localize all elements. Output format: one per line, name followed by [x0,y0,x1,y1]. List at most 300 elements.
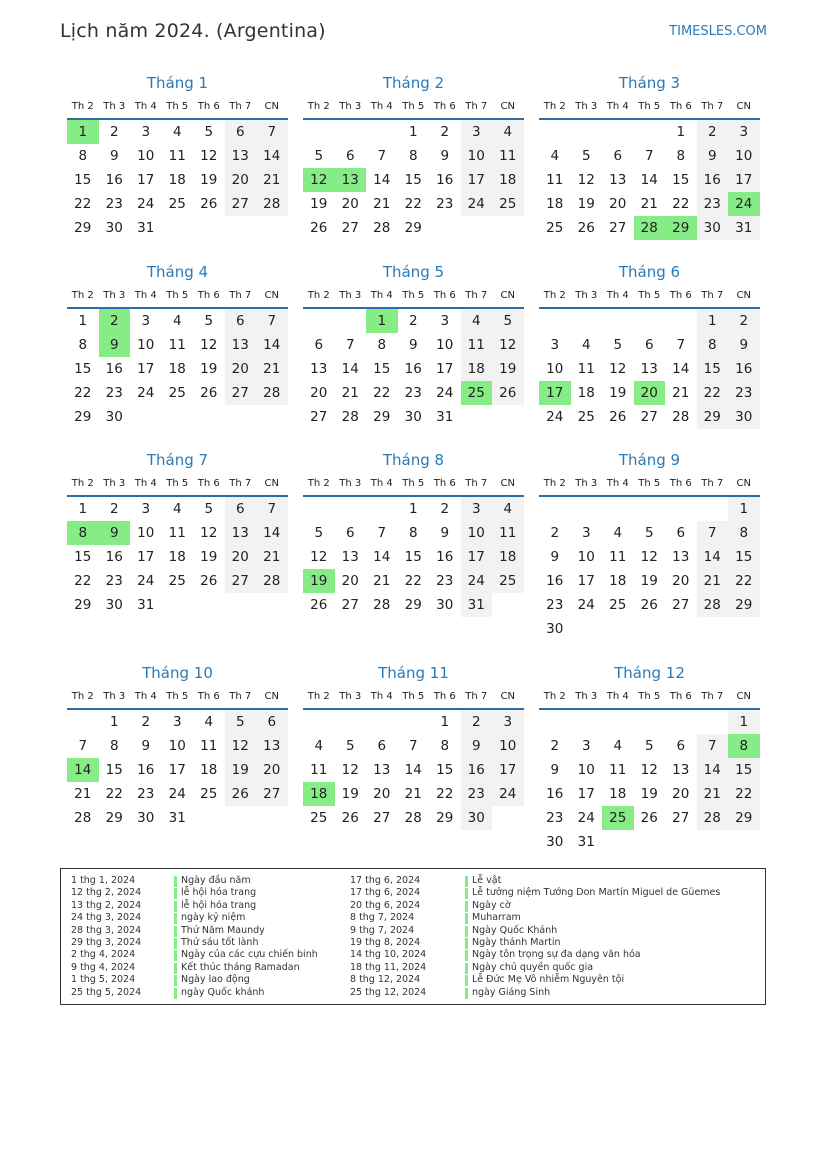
weekday-label: Th 4 [134,478,157,489]
day-cell: 30 [436,597,454,613]
weekday-label: Th 7 [229,101,252,112]
weekend-day-cell: 11 [492,144,524,168]
day-cell: 5 [314,148,324,164]
day-cell: 19 [341,786,359,802]
weekday-label: Th 7 [465,691,488,702]
day-cell: 25 [577,409,595,425]
day-cell: 22 [404,196,422,212]
day-cell: 10 [577,762,595,778]
day-cell: 15 [672,172,690,188]
day-cell: 25 [310,810,328,826]
holiday-day-cell: 25 [461,381,493,405]
day-cell: 11 [577,361,595,377]
day-cell: 27 [373,810,391,826]
day-cell: 13 [609,172,627,188]
weekend-day-cell: 20 [225,545,257,569]
empty-cell [303,710,335,734]
day-grid [303,710,524,830]
holiday-day-cell: 9 [99,521,131,545]
day-cell: 10 [577,549,595,565]
day-cell: 6 [377,738,387,754]
day-cell: 24 [137,573,155,589]
weekend-day-cell: 31 [728,216,760,240]
day-cell: 24 [436,385,454,401]
day-cell: 25 [609,597,627,613]
day-cell: 27 [609,220,627,236]
weekday-label: Th 5 [166,101,189,112]
day-cell: 26 [577,220,595,236]
day-cell: 24 [546,409,564,425]
day-cell: 30 [546,621,564,637]
legend-holiday-name: Ngày đầu năm [181,875,251,886]
weekend-day-cell: 26 [492,381,524,405]
day-cell: 18 [168,361,186,377]
day-cell: 22 [74,385,92,401]
day-cell: 29 [404,220,422,236]
day-cell: 30 [105,597,123,613]
day-cell: 9 [550,549,560,565]
holiday-color-marker [465,963,468,974]
weekend-day-cell: 4 [461,309,493,333]
day-cell: 5 [204,124,214,140]
day-cell: 22 [404,573,422,589]
weekday-label: Th 2 [71,290,94,301]
empty-cell [571,497,603,521]
weekend-day-cell: 16 [728,357,760,381]
day-cell: 29 [404,597,422,613]
day-cell: 21 [404,786,422,802]
day-cell: 31 [168,810,186,826]
weekend-day-cell: 3 [492,710,524,734]
weekday-label: Th 2 [307,290,330,301]
day-cell: 3 [550,337,560,353]
day-cell: 14 [672,361,690,377]
legend-holiday-name: Ngày cờ [472,899,511,911]
legend-holiday-name: ngày Quốc khánh [181,986,265,998]
weekday-label: Th 5 [638,691,661,702]
day-cell: 1 [676,124,686,140]
day-cell: 10 [436,337,454,353]
weekend-day-cell: 18 [461,357,493,381]
legend-holiday-name: Muharram [472,912,521,924]
weekend-day-cell: 21 [256,357,288,381]
weekend-day-cell: 23 [728,381,760,405]
day-grid [539,710,760,854]
day-cell: 24 [137,196,155,212]
day-cell: 10 [137,337,155,353]
weekend-day-cell: 17 [492,758,524,782]
weekday-header [67,473,288,497]
weekday-label: Th 2 [307,101,330,112]
holiday-day-cell: 17 [539,381,571,405]
legend-holiday-name: Ngày lao động [181,974,250,986]
holiday-day-cell: 25 [602,806,634,830]
weekday-label: Th 7 [701,478,724,489]
weekend-day-cell: 23 [461,782,493,806]
legend-date: 2 thg 4, 2024 [71,949,136,961]
day-cell: 17 [137,172,155,188]
day-cell: 11 [200,738,218,754]
day-cell: 25 [168,385,186,401]
day-cell: 23 [436,196,454,212]
day-cell: 22 [436,786,454,802]
day-cell: 30 [546,834,564,850]
day-cell: 6 [345,148,355,164]
day-cell: 5 [204,501,214,517]
day-cell: 19 [640,573,658,589]
day-cell: 19 [200,361,218,377]
day-cell: 23 [105,573,123,589]
weekend-day-cell: 19 [225,758,257,782]
weekday-label: Th 4 [370,478,393,489]
weekend-day-cell: 10 [461,521,493,545]
weekend-day-cell: 14 [697,758,729,782]
weekday-label: Th 3 [103,290,126,301]
day-cell: 23 [105,385,123,401]
day-cell: 16 [404,361,422,377]
weekday-label: Th 3 [339,101,362,112]
weekday-header [539,473,760,497]
day-cell: 15 [373,361,391,377]
weekday-label: Th 4 [134,290,157,301]
legend-entry [350,974,760,986]
day-cell: 26 [200,196,218,212]
empty-cell [366,497,398,521]
day-cell: 24 [577,810,595,826]
weekend-day-cell: 28 [697,593,729,617]
day-cell: 4 [172,124,182,140]
day-cell: 20 [341,196,359,212]
day-cell: 29 [373,409,391,425]
day-cell: 13 [672,762,690,778]
weekend-day-cell: 26 [225,782,257,806]
weekday-label: Th 6 [433,290,456,301]
day-cell: 12 [200,337,218,353]
day-cell: 19 [609,385,627,401]
weekend-day-cell: 4 [492,497,524,521]
weekend-day-cell: 12 [492,333,524,357]
weekend-day-cell: 1 [697,309,729,333]
weekday-label: CN [500,691,515,702]
day-cell: 14 [341,361,359,377]
legend-entry [350,937,760,949]
day-cell: 7 [345,337,355,353]
month-block [539,261,760,429]
weekend-day-cell: 9 [728,333,760,357]
day-cell: 25 [168,196,186,212]
day-cell: 23 [436,573,454,589]
legend-date: 1 thg 5, 2024 [71,974,136,986]
empty-cell [539,710,571,734]
day-cell: 17 [577,573,595,589]
weekday-label: CN [500,290,515,301]
day-cell: 24 [137,385,155,401]
day-cell: 7 [644,148,654,164]
day-cell: 15 [105,762,123,778]
day-cell: 5 [644,738,654,754]
legend-date: 17 thg 6, 2024 [350,887,421,899]
holiday-color-marker [174,938,177,949]
holiday-color-marker [174,876,177,887]
day-cell: 22 [74,196,92,212]
weekday-label: Th 4 [370,290,393,301]
day-cell: 29 [74,220,92,236]
weekday-header [539,96,760,120]
day-cell: 31 [137,220,155,236]
weekend-day-cell: 20 [225,357,257,381]
day-cell: 17 [137,361,155,377]
weekday-label: Th 2 [543,101,566,112]
weekend-day-cell: 15 [728,758,760,782]
day-cell: 3 [172,714,182,730]
day-cell: 30 [105,409,123,425]
weekend-day-cell: 9 [697,144,729,168]
legend-date: 25 thg 12, 2024 [350,986,427,998]
legend-date: 1 thg 1, 2024 [71,875,136,886]
month-block [303,261,524,429]
day-cell: 1 [408,501,418,517]
weekend-day-cell: 15 [697,357,729,381]
month-block [303,662,524,830]
day-cell: 3 [581,738,591,754]
empty-cell [571,309,603,333]
holiday-day-cell: 8 [728,734,760,758]
day-cell: 20 [672,786,690,802]
day-cell: 14 [373,172,391,188]
empty-cell [303,120,335,144]
legend-holiday-name: Ngày thánh Martin [472,936,561,948]
day-cell: 29 [436,810,454,826]
legend-entry [350,962,760,974]
month-block [67,662,288,830]
weekend-day-cell: 7 [256,120,288,144]
weekday-label: Th 7 [701,290,724,301]
weekend-day-cell: 23 [697,192,729,216]
day-cell: 9 [440,148,450,164]
day-cell: 14 [404,762,422,778]
day-cell: 16 [436,549,454,565]
holiday-day-cell: 24 [728,192,760,216]
day-grid [539,309,760,429]
weekend-day-cell: 6 [256,710,288,734]
day-cell: 2 [141,714,151,730]
day-cell: 26 [200,385,218,401]
day-cell: 11 [168,525,186,541]
weekday-label: Th 5 [166,478,189,489]
day-grid [67,497,288,617]
weekend-day-cell: 16 [461,758,493,782]
day-cell: 6 [613,148,623,164]
page-title: Lịch năm 2024. (Argentina) [60,20,326,42]
weekday-label: CN [264,478,279,489]
weekday-header [67,285,288,309]
weekday-label: Th 6 [197,101,220,112]
weekday-label: Th 3 [103,691,126,702]
legend-holiday-name: Kết thúc tháng Ramadan [181,961,300,973]
weekday-label: CN [264,691,279,702]
legend-holiday-name: Lễ tưởng niệm Tướng Don Martín Miguel de Güemes [472,887,721,899]
empty-cell [303,497,335,521]
empty-cell [303,309,335,333]
brand-link[interactable]: TIMESLES.COM [669,24,767,39]
weekend-day-cell: 22 [728,782,760,806]
weekday-label: Th 3 [339,478,362,489]
day-cell: 9 [408,337,418,353]
weekday-label: Th 6 [197,691,220,702]
weekday-label: Th 5 [638,478,661,489]
day-cell: 13 [310,361,328,377]
day-cell: 12 [200,525,218,541]
month-title: Tháng 7 [146,451,209,469]
holiday-day-cell: 2 [99,309,131,333]
legend-holiday-name: Ngày chủ quyền quốc gia [472,961,594,973]
legend-date: 25 thg 5, 2024 [71,986,142,998]
weekday-label: Th 3 [575,290,598,301]
day-cell: 5 [314,525,324,541]
month-block [67,449,288,617]
empty-cell [539,309,571,333]
holiday-color-marker [174,888,177,899]
day-cell: 15 [404,549,422,565]
legend-date: 18 thg 11, 2024 [350,961,427,973]
weekday-label: Th 2 [543,691,566,702]
day-cell: 1 [78,313,88,329]
month-title: Tháng 10 [142,664,213,682]
day-cell: 15 [74,172,92,188]
day-cell: 8 [109,738,119,754]
day-cell: 7 [377,525,387,541]
day-cell: 11 [310,762,328,778]
holiday-day-cell: 14 [67,758,99,782]
empty-cell [602,120,634,144]
weekday-label: Th 6 [433,478,456,489]
weekend-day-cell: 24 [461,192,493,216]
weekday-label: Th 7 [229,478,252,489]
empty-cell [665,710,697,734]
month-title: Tháng 12 [614,664,685,682]
weekday-label: Th 5 [638,101,661,112]
day-cell: 18 [200,762,218,778]
legend-entry [350,925,760,937]
empty-cell [539,497,571,521]
weekday-header [303,285,524,309]
weekday-label: Th 7 [701,691,724,702]
weekday-label: Th 5 [402,101,425,112]
weekday-label: Th 3 [339,691,362,702]
empty-cell [335,497,367,521]
day-grid [67,710,288,830]
weekday-label: Th 7 [229,691,252,702]
weekend-day-cell: 11 [461,333,493,357]
weekend-day-cell: 29 [697,405,729,429]
weekend-day-cell: 21 [256,545,288,569]
legend-holiday-name: Thứ Năm Maundy [181,924,265,936]
day-cell: 27 [341,220,359,236]
legend-date: 9 thg 7, 2024 [350,924,415,936]
weekend-day-cell: 30 [697,216,729,240]
empty-cell [602,497,634,521]
day-grid [303,120,524,240]
day-cell: 21 [373,196,391,212]
weekend-day-cell: 4 [492,120,524,144]
day-cell: 10 [546,361,564,377]
legend-holiday-name: Lễ Đức Mẹ Vô nhiễm Nguyên tội [472,974,625,986]
empty-cell [634,497,666,521]
legend-holiday-name: Ngày của các cựu chiến binh [181,949,318,961]
day-cell: 26 [200,573,218,589]
legend-date: 17 thg 6, 2024 [350,875,421,886]
day-cell: 2 [109,501,119,517]
weekend-day-cell: 3 [728,120,760,144]
weekend-day-cell: 30 [461,806,493,830]
weekend-day-cell: 3 [461,120,493,144]
weekday-label: Th 2 [71,101,94,112]
month-title: Tháng 9 [618,451,681,469]
day-cell: 3 [581,525,591,541]
legend-date: 12 thg 2, 2024 [71,887,142,899]
day-cell: 20 [609,196,627,212]
weekday-label: Th 2 [543,290,566,301]
empty-cell [335,120,367,144]
day-cell: 4 [314,738,324,754]
holiday-day-cell: 28 [634,216,666,240]
month-block [303,72,524,240]
weekday-label: Th 4 [370,101,393,112]
legend-date: 8 thg 12, 2024 [350,974,421,986]
holiday-color-marker [465,988,468,999]
day-cell: 13 [373,762,391,778]
weekday-label: Th 3 [575,101,598,112]
weekend-day-cell: 21 [697,782,729,806]
day-cell: 7 [377,148,387,164]
day-cell: 8 [377,337,387,353]
month-title: Tháng 11 [378,664,449,682]
day-cell: 20 [672,573,690,589]
day-cell: 30 [105,220,123,236]
day-grid [539,120,760,240]
day-cell: 11 [609,762,627,778]
day-grid [67,309,288,429]
day-cell: 19 [200,172,218,188]
day-cell: 27 [672,597,690,613]
holiday-color-marker [465,975,468,986]
day-cell: 9 [440,525,450,541]
weekday-label: CN [500,101,515,112]
weekend-day-cell: 7 [256,309,288,333]
day-cell: 29 [105,810,123,826]
weekday-label: Th 7 [465,290,488,301]
weekday-label: CN [736,478,751,489]
legend-holiday-name: lễ hội hóa trang [181,887,257,899]
day-cell: 11 [168,148,186,164]
weekend-day-cell: 1 [728,497,760,521]
month-title: Tháng 4 [146,263,209,281]
weekend-day-cell: 28 [256,192,288,216]
day-cell: 3 [440,313,450,329]
weekend-day-cell: 27 [225,192,257,216]
day-cell: 16 [137,762,155,778]
weekday-label: Th 4 [370,691,393,702]
day-grid [303,309,524,429]
weekday-label: Th 3 [339,290,362,301]
holiday-day-cell: 12 [303,168,335,192]
day-cell: 18 [546,196,564,212]
day-cell: 4 [613,525,623,541]
day-cell: 16 [105,361,123,377]
legend-date: 13 thg 2, 2024 [71,899,142,911]
weekday-label: Th 3 [103,478,126,489]
legend-date: 29 thg 3, 2024 [71,936,142,948]
